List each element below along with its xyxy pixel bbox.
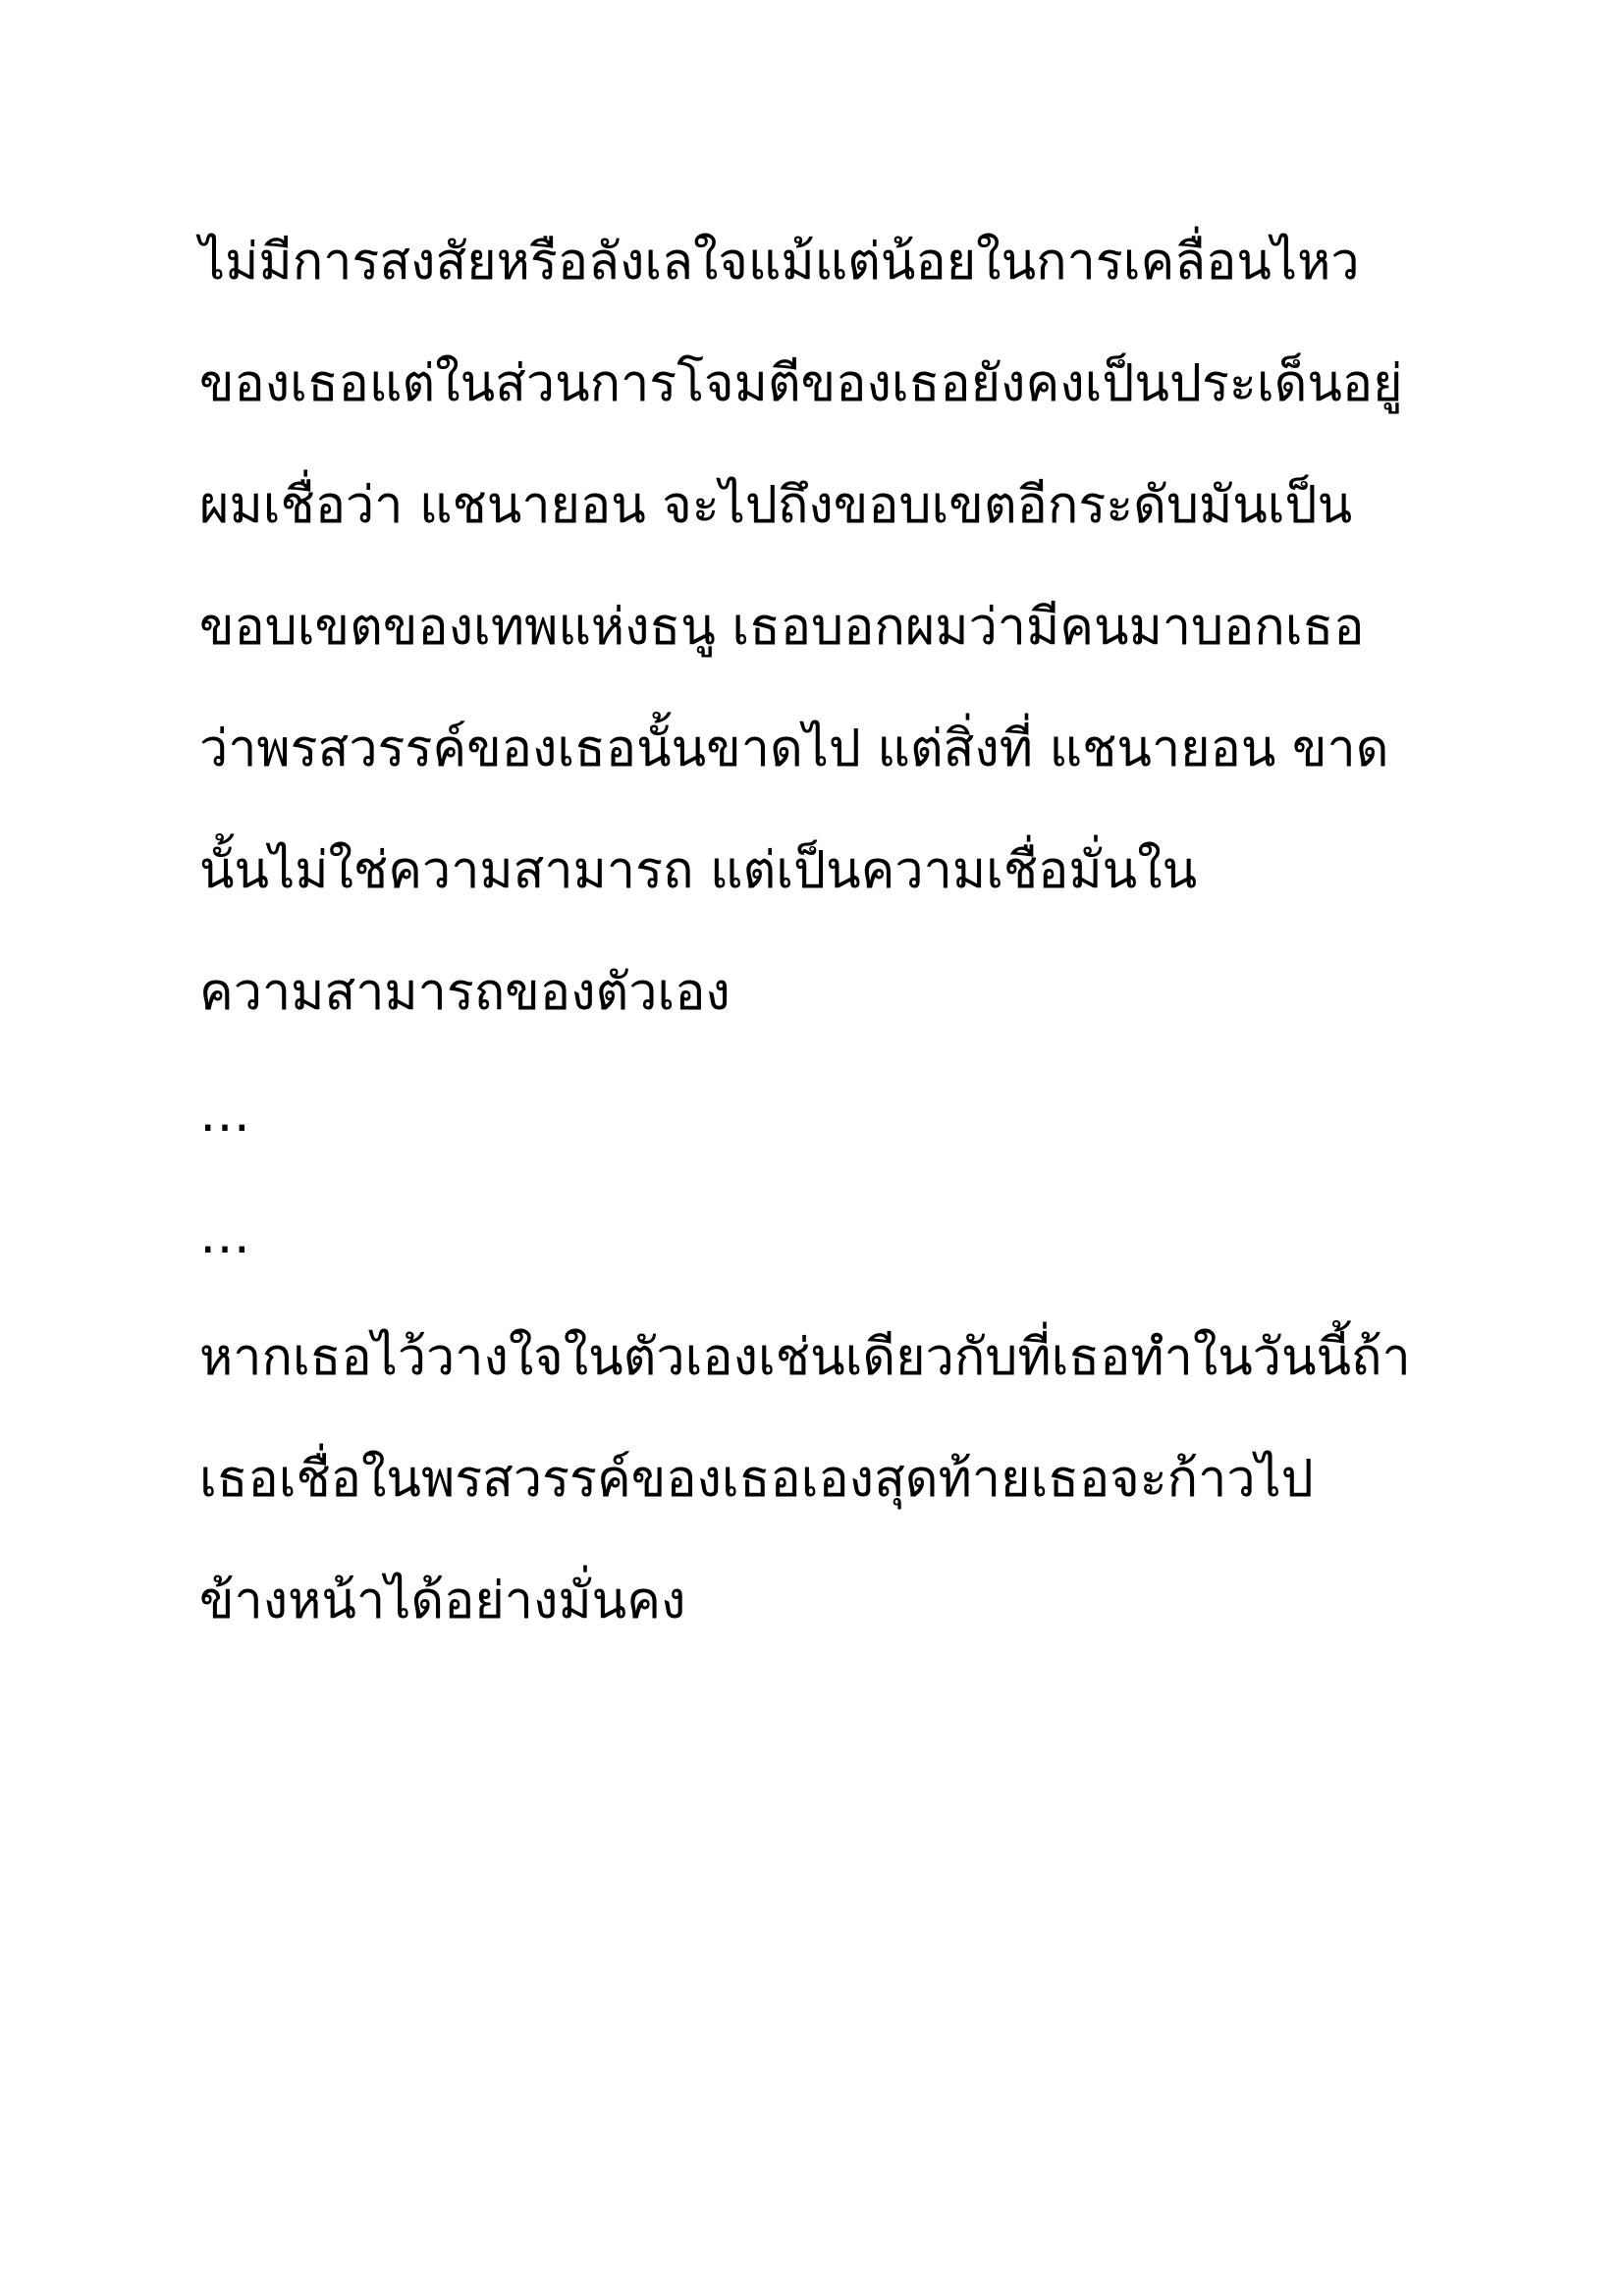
text-line: นั้นไม่ใช่ความสามารถ แต่เป็นความเชื่อมั่นใน <box>199 841 1198 900</box>
text-line: ผมเชื่อว่า แชนายอน จะไปถึงขอบเขตอีกระดับมันเป็น <box>199 476 1353 535</box>
text-line: ขอบเขตของเทพแห่งธนู เธอบอกผมว่ามีคนมาบอกเธอ <box>199 598 1365 657</box>
ellipsis-separator: … <box>199 1206 254 1265</box>
paragraph-1 <box>199 201 1476 1053</box>
text-line: ว่าพรสวรรค์ของเธอนั้นขาดไป แต่สิ่งที่ แชนายอน ขาด <box>199 720 1389 778</box>
ellipsis-separator: … <box>199 1085 254 1144</box>
text-line: ความสามารถของตัวเอง <box>199 963 731 1022</box>
text-line: ข้างหน้าได้อย่างมั่นคง <box>199 1572 686 1630</box>
text-line: เธอเชื่อในพรสวรรค์ของเธอเองสุดท้ายเธอจะก้าวไป <box>199 1450 1314 1509</box>
text-line: ไม่มีการสงสัยหรือลังเลใจแม้แต่น้อยในการเคลื่อนไหว <box>199 233 1360 292</box>
paragraph-2 <box>199 1297 1476 1662</box>
text-line: ของเธอแต่ในส่วนการโจมตีของเธอยังคงเป็นประเด็นอยู่ <box>199 354 1403 413</box>
document-body <box>199 201 1476 1662</box>
text-line: หากเธอไว้วางใจในตัวเองเช่นเดียวกับที่เธอทำในวันนี้ถ้า <box>199 1328 1411 1387</box>
